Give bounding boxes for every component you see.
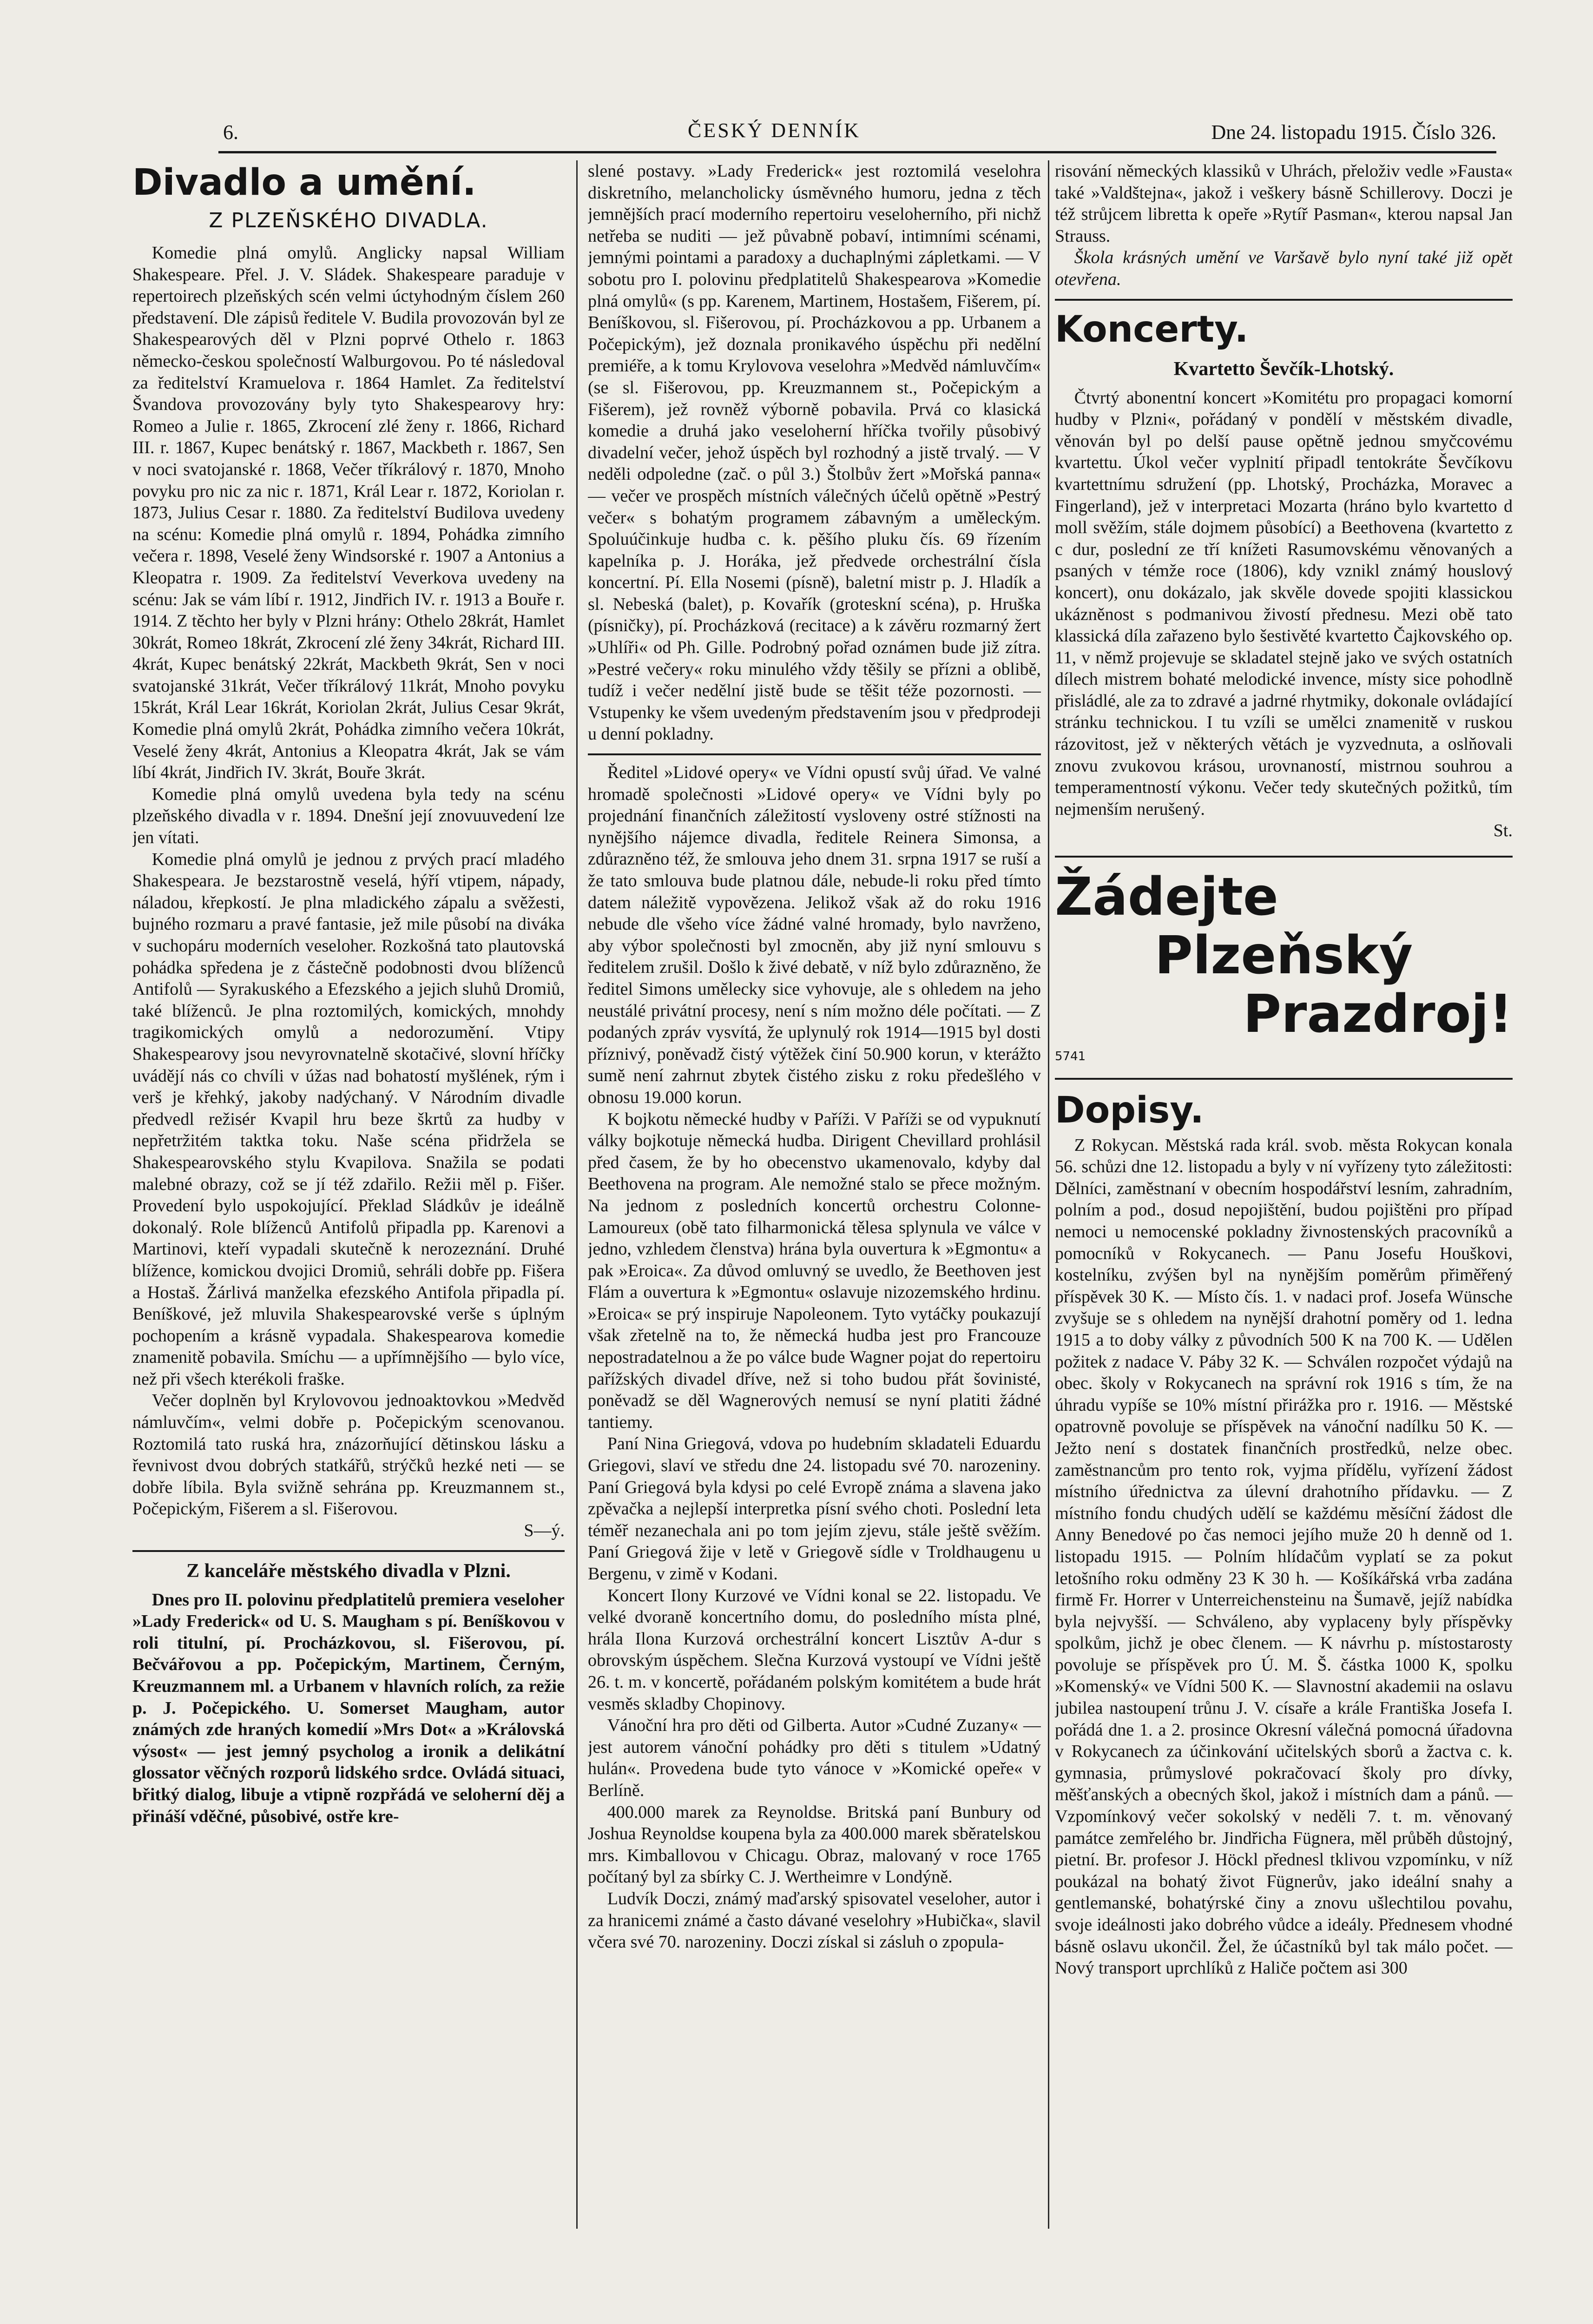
news-item: 400.000 marek za Reynoldse. Britská paní Bunbury od Joshua Reynoldse koupena byla za 400.000 marek sběratelskou mrs. Kimballovou v Chicagu. Obraz, malovaný v roce 1765 počítaný byl za sbírky C. J. Wertheimre v Londýně.	[588, 1802, 1041, 1887]
page-header	[218, 119, 1496, 153]
news-item: Koncert Ilony Kurzové ve Vídni konal se 22. listopadu. Ve velké dvoraně koncertního domu, do posledního místa plné, hrála Ilona Kurzová orchestrální koncert Lisztův A-dur s obrovským úspěchem. Slečna Kurzová vystoupí ve Vídni ještě 26. t. m. v koncertě, pořádaném polským komitétem a bude hrát vesměs skladby Chopinovy.	[588, 1585, 1041, 1714]
ad-line: Žádejte	[1055, 867, 1278, 928]
article-paragraph: Večer doplněn byl Krylovovou jednoaktovkou »Medvěd námluvčím«, velmi dobře p. Počepickým scenovanou. Roztomilá tato ruská hra, znázorňující dětinskou lásku a řevnivost dvou dobrých statkářů, strýčků hezké neti — se dobře líbila. Byla svižně sehrána pp. Kreuzmannem st., Počepickým, Fišerem a sl. Fišerovou.	[132, 1391, 565, 1519]
column-1	[132, 160, 565, 2219]
page-number: 6.	[223, 121, 238, 144]
article-paragraph: Komedie plná omylů je jednou z prvých prací mladého Shakespeara. Je bezstarostně veselá, hýří vtipem, nápady, náladou, křepkostí. Je plna mladického zápalu a svěžesti, bujného rozmaru a pravé fantasie, jež mile působí na diváka v suchopáru moderních veseloher. Rozkošná tato plautovská pohádka spředena je z částečně podobnosti dvou blíženců Antifolů — Syrakuského a Efezského a jejich sluhů Dromiů, také blíženců. Je plna roztomilých, komických, mnohdy tragikomických omylů a nedorozumění. Vtipy Shakespearovy jsou nevyrovnatelně skotačivé, slovní hříčky uvádějí nás co chvíli v úžas nad bohatostí myšlének, rým i verš je křehký, jakoby nadýchaný. V Národním divadle předvedl režisér Kvapil hru beze škrtů za hudby v nepřetržitém taktka toku. Naše scéna přidržela se Shakespearovského stylu Kvapilova. Snažila se podati malebné obrazy, což se jí též zdařilo. Režii měl p. Fišer. Provedení bylo uspokojující. Překlad Sládkův je ideálně dokonalý. Role blíženců Antifolů připadla pp. Karenovi a Martinovi, kteří vypadali skutečně k nerozeznání. Druhé blížence, komickou dvojici Dromiů, sehráli dobře pp. Fišera a Hostaš. Žárlivá manželka efezského Antifola připadla pí. Beníškové, jež mluvila Shakespearovské verše s úplným pochopením a krásně vypadala. Shakespearova komedie znamenitě pobavila. Smíchu — a upřímnějšího — bylo více, než při všech kterékoli fraške.	[132, 849, 565, 1389]
news-item: Škola krásných umění ve Varšavě bylo nyní také již opět otevřena.	[1055, 248, 1513, 289]
news-item: Ludvík Doczi, známý maďarský spisovatel veseloher, autor i za hranicemi známé a často dávané veselohry »Hubička«, slavil včera své 70. narozeniny. Doczi získal si zásluh o zpopula-	[588, 1888, 1041, 1952]
article-paragraph: Z Rokycan. Městská rada král. svob. města Rokycan konala 56. schůzi dne 12. listopadu a byly v ní vyřízeny tyto záležitosti: Dělníci, zaměstnaní v obecním hospodářství lesním, zahradním, polním a pod., dosud nepojištění, budou pojištěni pro případ nemoci u nemocenské pokladny živnostenských pracovníků a pomocníků v Rokycanech. — Panu Josefu Houškovi, kostelníku, zvýšen byl na nynějším poměrům přiměřený příspěvek 30 K. — Místo čís. 1. v nadaci prof. Josefa Wünsche zvyšuje se s ohledem na nynější drahotní poměry od 1. ledna 1915 a to doby války z původních 500 K na 700 K. — Udělen požitek z nadace V. Páby 32 K. — Schválen rozpočet výdajů na obec. školy v Rokycanech na správní rok 1916 s tím, že na úhradu vypíše se 10% místní přirážka pro r. 1916. — Městské opatrovně povoluje se příspěvek na vánoční nadílku 50 K. — Ježto není s dostatek finančních prostředků, nelze obec. zaměstnancům pro tento rok, vyjma přídělu, vyřízení žádost místního úřednictva za úlevní drahotního přídavku. — Z místního fondu chudých udělí se každému měsíční žádost dle Anny Benedové po čas nemoci jejího muže 20 h denně od 1. listopadu 1915. — Polním hlídačům vyplatí se za pokut letošního roku odměny 23 K 30 h. — Košíkářská vrba zadána firmě Fr. Horrer v Unterreichensteinu na Šumavě, jejíž nabídka byla nejvyšší. — Schváleno, aby vyplaceny byly příspěvky spolkům, jichž je obec členem. — K návrhu p. místostarosty povoluje se příspěvek pro Ú. M. Š. částka 1000 K, spolku »Komenský« ve Vídni 500 K. — Slavnostní akademii na oslavu jubilea nastoupení trůnu J. V. císaře a krále Františka Josefa I. pořádá dne 1. a 2. prosince Okresní válečná pomocná úřadovna v Rokycanech za účinkování učitelských sborů a žactva c. k. gymnasia, průmyslové pokračovací školy pro dívky, měšťanských a obecných škol, jakož i místních dam a pánů. — Vzpomínkový večer sokolský v neděli 7. t. m. věnovaný památce zemřelého br. Jindřicha Fügnera, měl průběh důstojný, pietní. Br. profesor J. Höckl přednesl tklivou vzpomínku, v níž poukázal na bohatý život Fügnerův, jako ideální snahy a gentlemanské, bohatýrské činy a znovu ušlechtilou povahu, svoje ideálnosti jako dobrého vůdce a ideály. Přednesem vhodné básně oslavu ukončil. Žel, že účastníků byl tak málo počet. — Nový transport uprchlíků z Haliče počtem asi 300	[1055, 1135, 1513, 1978]
issue-date: Dne 24. listopadu 1915. Číslo 326.	[1211, 121, 1496, 144]
news-item: Ředitel »Lidové opery« ve Vídni opustí svůj úřad. Ve valné hromadě společnosti »Lidové opery« ve Vídni byly po projednání finančních záležitostí vysloveny ostré stížnosti na nynějšího nájemce divadla, ředitele Reinera Simonsa, a zdůrazněno též, že smlouva jeho dnem 31. srpna 1917 se ruší a že tato smlouva bude platnou dále, nebude-li roku před tímto datem náležitě vypovězena. Jelikož však až do roku 1916 nebude dle všeho více žádné valné hromady, bylo navrženo, aby výbor společnosti byl zmocněn, aby již nyní smlouvu s ředitelem zrušil. Došlo k živé debatě, v níž bylo zdůrazněno, že ředitel Simons umělecky sice vyhovuje, ale s ohledem na jeho neustálé privátní procesy, není s ním možno déle počítati. — Z podaných zpráv vysvítá, že uplynulý rok 1914—1915 byl dosti příznivý, poněvadž čistý výtěžek činí 50.900 korun, v kterážto sumě není zahrnut zbytek čistého zisku z roku předešlého v obnosu 19.000 korun.	[588, 763, 1041, 1107]
news-item: K bojkotu německé hudby v Paříži. V Paříži se od vypuknutí války bojkotuje německá hudba. Dirigent Chevillard prohlásil před časem, že by ho obecenstvo ukamenovalo, kdyby dal Beethovena na program. Ale nemožné stalo se přece možným. Na jednom z posledních koncertů orchestru Colonne-Lamoureux (obě tato filharmonická tělesa splynula ve válce v jedno, vzhledem členstva) hrána byla ouvertura k »Egmontu« a pak »Eroica«. Za důvod omluvný se uvedlo, že Beethoven jest Flám a ouvertura k »Egmontu« oslavuje nizozemského hrdinu. »Eroica« se prý inspiruje Napoleonem. Tyto vytáčky poukazují však zřetelně na to, že německá hudba jest pro Francouze nepostradatelnou a že po válce bude Wagner pojat do repertoiru pařížských divadel dříve, než si toho budou přát šovinisté, poněvadž se děl Wagnerových nemusí se nyní platiti žádné tantiemy.	[588, 1109, 1041, 1432]
column-rule	[1048, 160, 1049, 2229]
divider	[132, 1550, 565, 1552]
divider	[588, 753, 1041, 755]
advertisement-pilsner	[1055, 856, 1513, 1080]
news-item: Vánoční hra pro děti od Gilberta. Autor »Cudné Zuzany« — jest autorem vánoční pohádky pro děti s titulem »Udatný hulán«. Provedena bude tyto vánoce v »Komické opeře« v Berlíně.	[588, 1716, 1041, 1800]
subhead-plzen-theatre: Z PLZEŇSKÉHO DIVADLA.	[209, 209, 488, 232]
section-title-letters: Dopisy.	[1055, 1089, 1204, 1131]
article-paragraph: Komedie plná omylů. Anglicky napsal William Shakespeare. Přel. J. V. Sládek. Shakespeare paraduje v repertoirech plzeňských scén velmi úctyhodným číslem 260 představení. Dle zápisů ředitele V. Budila provozován byl ze Shakespearových děl v Plzni poprvé Othelo r. 1863 německo-českou společností Walburgovou. Po té následoval za ředitelství Kramuelova r. 1864 Hamlet. Za ředitelství Švandova provozovány byly tyto Shakespearovy hry: Romeo a Julie r. 1865, Zkrocení zlé ženy r. 1866, Richard III. r. 1867, Kupec benátský r. 1867, Mackbeth r. 1867, Sen v noci svatojanské r. 1868, Večer tříkrálový r. 1870, Mnoho povyku pro nic za nic r. 1871, Král Lear r. 1872, Koriolan r. 1873, Julius Cesar r. 1880. Za ředitelství Budilova uvedeny na scénu: Komedie plná omylů r. 1894, Pohádka zimního večera r. 1898, Veselé ženy Windsorské r. 1907 a Antonius a Kleopatra r. 1909. Za ředitelství Veverkova uvedeny na scénu: Jak se vám líbí r. 1912, Jindřich IV. r. 1913 a Bouře r. 1914. Z těchto her byly v Plzni hrány: Othelo 28krát, Hamlet 30krát, Romeo 18krát, Zkrocení zlé ženy 34krát, Richard III. 4krát, Kupec benátský 22krát, Mackbeth 9krát, Sen v noci svatojanské 31krát, Večer tříkrálový 11krát, Mnoho povyku 15krát, Král Lear 16krát, Koriolan 2krát, Julius Cesar 9krát, Komedie plná omylů 2krát, Pohádka zimního večera 10krát, Veselé ženy 4krát, Antonius a Kleopatra 4krát, Jak se vám líbí 4krát, Jindřich IV. 3krát, Bouře 3krát.	[132, 243, 565, 783]
column-3	[1055, 160, 1513, 2229]
subhead-quartet: Kvartetto Ševčík-Lhotský.	[1173, 358, 1394, 380]
article-paragraph: Komedie plná omylů uvedena byla tedy na scénu plzeňského divadla v r. 1894. Dnešní její znovuuvedení lze jen vítati.	[132, 784, 565, 848]
masthead: ČESKÝ DENNÍK	[688, 119, 861, 142]
divider	[1055, 299, 1513, 301]
column-2	[588, 160, 1041, 2229]
article-signature: St.	[1493, 821, 1513, 841]
article-paragraph: Čtvrtý abonentní koncert »Komitétu pro propagaci komorní hudby v Plzni«, pořádaný v pondělí v městském divadle, věnován byl po delší pause opětně jednou smyčcovému kvartettu. Úkol večer vyplnití připadl tentokráte Ševčíkovu kvartettnímu sdružení (pp. Lhotský, Procházka, Moravec a Fingerland), jež v interpretaci Mozarta (hráno bylo kvartetto d moll svěžím, stále dojmem působící) a Beethovena (kvartetto z c dur, poslední ze tří knížeti Rasumovskému věnovaných a psaných v témže roce (1806), kdy vznikl známý houslový koncert), onu dokázalo, jak skvěle dovede spojiti klassickou ukázněnost s podmanivou živostí přednesu. Mezi obě tato klassická díla zařazeno bylo šestivěté kvartetto Čajkovského op. 11, v němž projevuje se skladatel stejně jako ve svých ostatních dílech mistrem bohaté melodické invence, místy sice pohodlně přisládlé, ale za to zdravé a jadrné rhytmiky, dokonale ovládající stránku technickou. I tu vzíli se umělci znamenitě v ruskou rázovitost, jež v některých větách je vyzvednuta, a oslňovali znovu zvukovou krásou, urovnaností, mistrnou souhrou a temperamentností výkonu. Večer tedy skutečných požitků, tím nejmenším nerušený.	[1055, 388, 1513, 819]
article-paragraph: risování německých klassiků v Uhrách, přeloživ vedle »Fausta« také »Valdštejna«, jakož i veškery básně Schillerovy. Doczi je též strůjcem libretta k opeře »Rytíř Pasman«, kterou napsal Jan Strauss.	[1055, 161, 1513, 246]
subhead-theatre-office: Z kanceláře městského divadla v Plzni.	[186, 1560, 511, 1582]
news-item: Paní Nina Griegová, vdova po hudebním skladateli Eduardu Griegovi, slaví ve středu dne 24. listopadu své 70. narozeniny. Paní Griegová byla kdysi po celé Evropě známa a slavena jako zpěvačka a nejlepší interpretka písní svého choti. Poslední leta téměř nezanechala ani po tom jejím zjevu, stále ještě svěžím. Paní Griegová žije v letě v Griegově sídle v Troldhaugenu u Bergenu, v zimě v Kodani.	[588, 1434, 1041, 1584]
article-paragraph: slené postavy. »Lady Frederick« jest roztomilá veselohra diskretního, melancholicky úsměvného humoru, jedna z těch jemnějších prací moderního repertoiru veseloherního, při nichž netřeba se nuditi — jež půvabně pobaví, intimními scénami, jemnými pointami a paradoxy a duchaplnými zápletkami. — V sobotu pro I. polovinu předplatitelů Shakespearova »Komedie plná omylů« (s pp. Karenem, Martinem, Hostašem, Fišerem, pí. Beníškovou, sl. Fišerovou, pí. Procházkovou a pp. Urbanem a Počepickým), jež doznala pronikavého úspěchu při nedělní premiéře, a k tomu Krylovova veselohra »Medvěd námluvčím« (se sl. Fišerovou, pp. Kreuzmannem st., Počepickým a Fišerem), jež rovněž výborně pobavila. Prvá co klasická komedie a druhá jako veseloherní hříčka tvořily působivý divadelní večer, jehož úspěch byl rozhodný a jistě trvalý. — V neděli odpoledne (zač. o půl 3.) Štolbův žert »Mořská panna« — večer ve prospěch místních válečných účelů opětně »Pestrý večer« s bohatým programem zábavným a uměleckým. Spoluúčinkuje hudba c. k. pěšího pluku čís. 69 řízením kapelníka p. J. Horáka, jež předvede orchestrální čísla koncertní. Pí. Ella Nosemi (písně), baletní mistr p. J. Hladík a sl. Nebeská (balet), p. Kovařík (groteskní scéna), p. Hruška (písničky), pí. Procházková (recitace) a k závěru rozmarný žert »Uhlíři« od Ph. Gille. Podrobný pořad oznámen bude již zítra. »Pestré večery« roku minulého vždy těšily se přízni a oblibě, tudíž i večer nedělní jistě bude se těšit téže pozornosti. — Vstupenky ke všem uvedeným představením jsou v předprodeji u denní pokladny.	[588, 161, 1041, 744]
article-paragraph: Dnes pro II. polovinu předplatitelů premiera veseloher »Lady Frederick« od U. S. Maugham s pí. Beníškovou v roli titulní, pí. Procházkovou, sl. Fišerovou, pí. Bečvářovou a pp. Počepickým, Martinem, Černým, Kreuzmannem ml. a Urbanem v hlavních rolích, za režie p. J. Počepického. U. Somerset Maugham, autor známých zde hraných komedií »Mrs Dot« a »Královská výsost« — jest jemný psycholog a ironik a delikátní glossator věčných rozporů lidského srdce. Ovládá situaci, břitký dialog, libuje a vtipně rozpřádá ve seloherní děj a přináší vděčné, působivé, ostře kre-	[132, 1590, 565, 1826]
ad-line: Plzeňský	[1154, 925, 1413, 986]
section-title-concerts: Koncerty.	[1055, 308, 1249, 350]
ad-code: 5741	[1055, 1050, 1086, 1064]
column-rule	[576, 160, 578, 2229]
ad-line: Prazdroj!	[1243, 984, 1513, 1045]
section-title-theatre: Divadlo a umění.	[132, 162, 476, 204]
article-signature: S—ý.	[524, 1521, 565, 1541]
